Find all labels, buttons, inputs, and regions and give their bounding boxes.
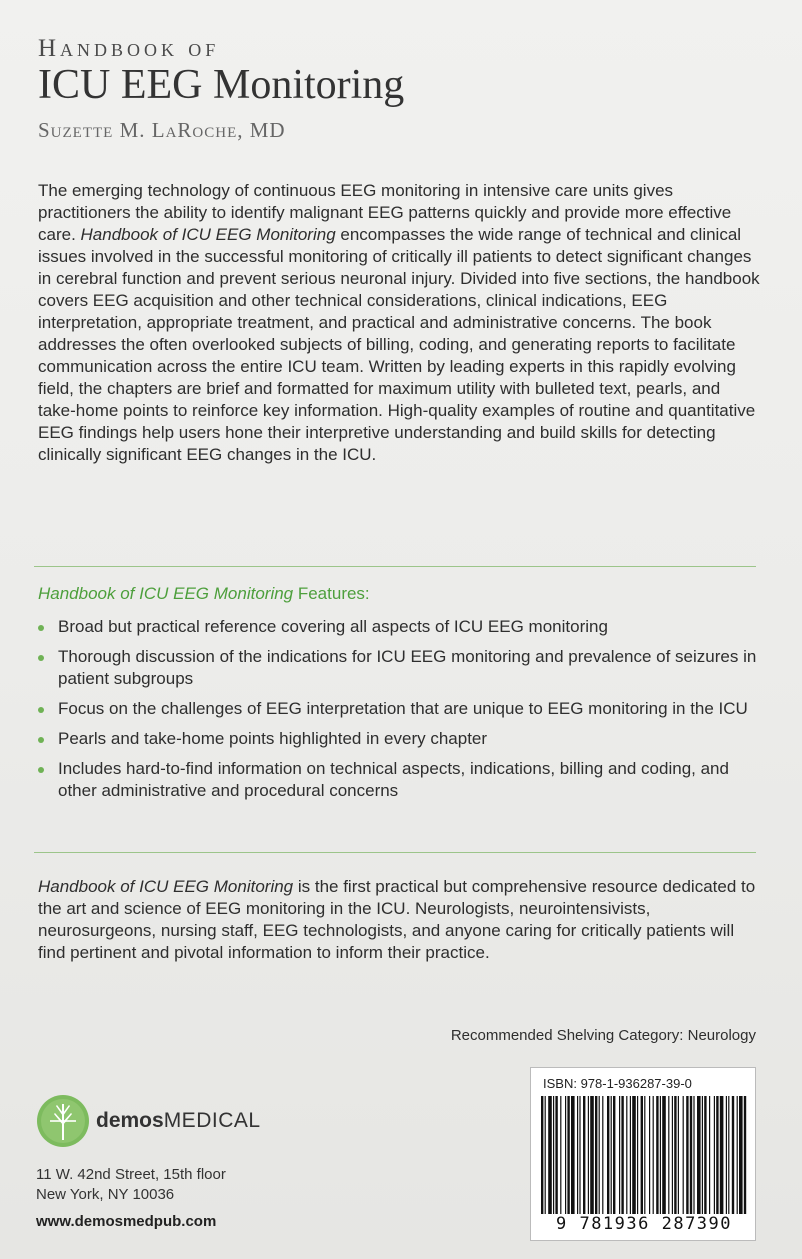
isbn-label: ISBN: 978-1-936287-39-0: [543, 1076, 692, 1091]
summary-book-title: Handbook of ICU EEG Monitoring: [38, 877, 294, 896]
summary-paragraph: [38, 876, 760, 964]
list-item: [38, 646, 760, 690]
barcode-box: [530, 1067, 756, 1241]
tree-logo-icon: [36, 1094, 90, 1148]
feature-text: Focus on the challenges of EEG interpretation that are unique to EEG monitoring in the ICU: [58, 699, 748, 718]
address-line-2: New York, NY 10036: [36, 1186, 175, 1203]
bullet-dot-icon: [38, 625, 44, 631]
barcode-icon: [537, 1096, 751, 1214]
bullet-dot-icon: [38, 707, 44, 713]
features-heading: [38, 584, 370, 604]
cover-header: [38, 34, 404, 143]
summary-text: is the first practical but comprehensive resource dedicated to the art and science of EEG monitoring in the ICU. Neurologists, neurointensivists, neurosurgeons, nursing staff, EEG technologists, and anyone caring for critically patients will find pertinent and pivotal information to inform their practice.: [38, 877, 756, 962]
feature-text: Thorough discussion of the indications for ICU EEG monitoring and prevalence of seizures in patient subgroups: [58, 647, 757, 688]
feature-text: Broad but practical reference covering all aspects of ICU EEG monitoring: [58, 617, 608, 636]
list-item: [38, 698, 760, 720]
address-line-1: 11 W. 42nd Street, 15th floor: [36, 1166, 226, 1183]
publisher-logo: [36, 1094, 261, 1148]
description-part2: encompasses the wide range of technical and clinical issues involved in the successful monitoring of critically ill patients to detect significant changes in cerebral function and prevent serious neuronal injury. Divided into five sections, the handbook covers EEG acquisition and other technical considerations, clinical indications, EEG interpretation, appropriate treatment, and practical and administrative concerns. The book addresses the often overlooked subjects of billing, coding, and generating reports to facilitate communication across the entire ICU team. Written by leading experts in this rapidly evolving field, the chapters are brief and formatted for maximum utility with bulleted text, pearls, and take-home points to reinforce key information. High-quality examples of routine and quantitative EEG findings help users hone their interpretive understanding and build skills for detecting clinically significant EEG changes in the ICU.: [38, 225, 760, 464]
divider-bottom: [34, 852, 756, 853]
bullet-dot-icon: [38, 737, 44, 743]
description-book-title: Handbook of ICU EEG Monitoring: [80, 225, 336, 244]
publisher-name-caps: MEDICAL: [163, 1109, 261, 1132]
list-item: [38, 758, 760, 802]
publisher-website: www.demosmedpub.com: [36, 1213, 217, 1230]
list-item: [38, 728, 760, 750]
bullet-dot-icon: [38, 767, 44, 773]
features-heading-title: Handbook of ICU EEG Monitoring: [38, 584, 294, 603]
publisher-name-bold: demos: [96, 1109, 164, 1132]
divider-top: [34, 566, 756, 567]
feature-text: Includes hard-to-find information on technical aspects, indications, billing and coding, and other administrative and procedural concerns: [58, 759, 729, 800]
barcode-digits: 9 781936 287390: [555, 1214, 733, 1234]
feature-text: Pearls and take-home points highlighted in every chapter: [58, 729, 488, 748]
features-list: [38, 616, 760, 810]
book-author: Suzette M. LaRoche, MD: [38, 118, 286, 142]
publisher-address: [36, 1165, 226, 1205]
list-item: [38, 616, 760, 638]
book-subtitle: Handbook of: [38, 35, 220, 62]
features-heading-suffix: Features:: [293, 584, 370, 603]
shelving-category: Recommended Shelving Category: Neurology: [450, 1027, 756, 1044]
description-part1: The emerging technology of continuous EEG monitoring in intensive care units gives practitioners the ability to identify malignant EEG patterns quickly and provide more effective care.: [38, 181, 732, 244]
bullet-dot-icon: [38, 655, 44, 661]
book-title: ICU EEG Monitoring: [38, 62, 405, 108]
description-paragraph: [38, 180, 760, 466]
publisher-name: [96, 1109, 261, 1133]
